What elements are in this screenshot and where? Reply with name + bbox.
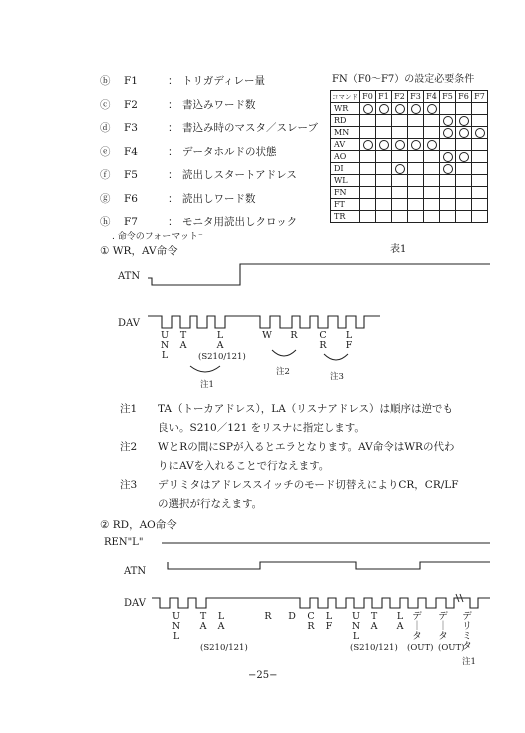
atn1-label: ATN [118,271,141,282]
definition-mark: ⓑ [100,75,111,87]
s2-label-cr: C R [307,611,315,632]
definition-colon: ： [168,145,179,158]
table-header-cell: F4 [424,91,440,103]
note-label: 注1 [120,403,138,415]
s1-label-w: W [262,330,272,341]
table-command-cell: FT [331,199,360,211]
note-line: WとRの間にSPが入るとエラとなります。AV命令はWRの代わ [158,441,455,453]
note-line: TA（トーカアドレス），LA（リスナアドレス）は順序は逆でも [158,403,454,415]
s2-label-unl-2: U N L [351,611,361,642]
s2-label-lf: L F [325,611,333,632]
table-title: FN（F0〜F7）の設定必要条件 [332,74,475,85]
definition-desc: 書込み時のマスタ／スレーブ [182,122,318,134]
dav2-waveform [152,598,490,608]
table-header-cell: F0 [360,91,376,103]
definition-mark: ⓕ [100,169,111,181]
definition-key: F4 [124,145,138,158]
definition-mark: ⓔ [100,145,111,158]
definition-colon: ： [168,192,179,205]
definition-desc: 読出しワード数 [182,192,256,205]
format-heading-text: 命令のフォーマット [117,232,198,242]
s1-label-la: L A [216,330,224,351]
definition-colon: ： [168,122,179,134]
definition-mark: ⓒ [100,98,111,111]
definition-mark: ⓗ [100,216,111,228]
note-line: デリミタはアドレススイッチのモード切替えによりCR，CR/LF [158,479,459,491]
table-header-cell: F6 [456,91,472,103]
s2-label-la: L A [217,611,225,632]
definition-key: F6 [124,192,138,205]
s1-note2-mark: 注2 [276,367,290,377]
note-line: りにAVを入れることで行なえます。 [158,460,330,472]
s1-note3-mark: 注3 [330,372,344,382]
table-header-cell: F7 [472,91,488,103]
dav1-waveform [148,316,380,328]
note-item [120,400,459,438]
definition-desc: モニタ用読出しクロック [182,216,298,228]
atn2-label: ATN [124,566,147,577]
s1-label-unl: U N L [160,330,170,361]
dav1-label: DAV [118,318,140,329]
definition-colon: ： [168,216,179,228]
s2-s210-b: (S210/121) [350,643,398,653]
table-header-cell: F5 [440,91,456,103]
note-body [158,476,459,514]
definition-desc: 読出しスタートアドレス [182,169,297,181]
note2-bracket [272,350,296,356]
table-command-cell: TR [331,211,360,223]
s2-label-d: D [288,611,296,622]
s2-label-data-2: デ ｜ タ [438,611,448,642]
definition-desc: データホルドの状態 [182,145,277,158]
table-command-cell: DI [331,163,360,175]
note-line: の選択が行なえます。 [158,498,263,510]
s2-out-a: (OUT) [407,643,434,653]
table-command-cell: AO [331,151,360,163]
definition-key: F3 [124,122,138,134]
note-item [120,476,459,514]
s1-label-cr: C R [319,330,327,351]
table-command-cell: WR [331,103,360,115]
note-body [158,438,454,476]
s2-label-data-1: デ ｜ タ [412,611,422,642]
s1-label-ta: T A [179,330,187,351]
definition-mark: ⓖ [100,192,111,205]
s2-label-r: R [264,611,272,622]
note-label: 注3 [120,479,138,491]
page-number: −25− [248,670,278,681]
s1-s210-label: (S210/121) [198,352,246,362]
note-body [158,400,453,438]
definition-colon: ： [168,98,179,111]
table-command-cell: MN [331,127,360,139]
definition-key: F7 [124,216,138,228]
dav2-label: DAV [124,598,146,609]
definition-key: F1 [124,75,138,87]
table-command-cell: WL [331,175,360,187]
table-header-cell: F2 [392,91,408,103]
s2-label-unl: U N L [171,611,181,642]
definition-colon: ： [168,75,179,87]
table-command-cell: RD [331,115,360,127]
notes-block [120,400,459,514]
s2-s210-a: (S210/121) [200,643,248,653]
definition-desc: トリガディレー量 [182,75,266,87]
section1-title: ① WR，AV命令 [100,245,178,257]
s2-label-ta: T A [199,611,207,632]
format-heading: . 命令のフォーマット⁻ [112,232,203,242]
s1-label-r: R [290,330,298,341]
definition-mark: ⓓ [100,122,111,134]
s2-note1-mark: 注1 [462,657,476,667]
s1-note1-mark: 注1 [200,380,214,390]
table-header-cell: F1 [376,91,392,103]
note3-bracket [324,354,348,360]
table-caption: 表1 [390,244,407,255]
table-command-cell: AV [331,139,360,151]
s1-label-lf: L F [345,330,353,351]
s2-label-delimiter: デ リ ミ タ [462,611,472,652]
definition-desc: 書込みワード数 [182,98,256,111]
note-item [120,438,459,476]
atn2-waveform [168,562,490,569]
s2-out-b: (OUT) [438,643,465,653]
table-command-cell: FN [331,187,360,199]
note1-bracket [190,366,220,372]
section2-title: ② RD，AO命令 [100,519,177,531]
definition-key: F5 [124,169,138,181]
table-header-cell: F3 [408,91,424,103]
s2-label-la-2: L A [396,611,404,632]
table-header-cell: コマンド [331,91,360,103]
note-label: 注2 [120,441,138,453]
definition-colon: ： [168,169,179,181]
s2-label-ta-2: T A [370,611,378,632]
definition-key: F2 [124,98,138,111]
ren-label: REN"L" [104,537,144,548]
note-line: 良い。S210／121 をリスナに指定します。 [158,422,365,434]
atn1-waveform [148,264,490,285]
